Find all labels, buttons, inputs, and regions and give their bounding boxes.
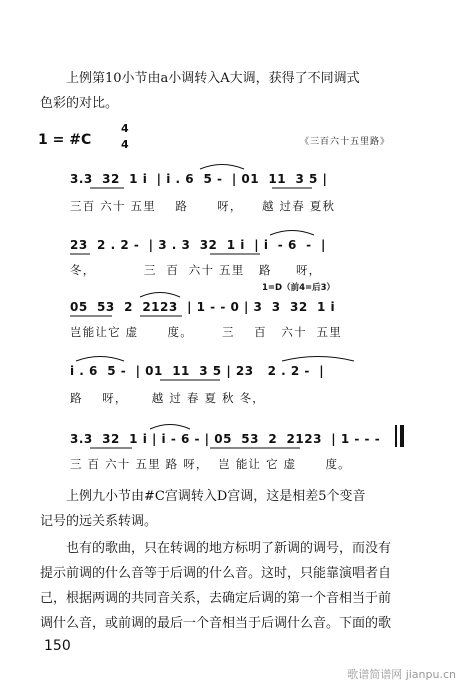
slur-row-3 [140,293,180,298]
page-number: 150 [44,638,71,654]
score-row-4-lyrics: 路 呀， 越 过 春 夏 秋 冬， [70,391,265,405]
slur-row-1 [200,165,244,170]
score-row-1-notes: 3.3 32 1 i | i . 6 5 - | 01 11 3 5 | [70,172,328,186]
paragraph-modulation-line-1: 上例九小节由#C宫调转入D宫调，这是相差5个变音 [66,489,366,504]
paragraph-modulation-line-2: 记号的远关系转调。 [40,514,158,529]
score-row-5-notes: 3.3 32 1 i | i - 6 - | 05 53 2 2123 | 1 - - - [70,432,381,446]
score-row-5-lyrics: 三 百 六十 五里 路 呀， 岂 能让 它 虚 度。 [70,457,351,471]
paragraph-explanation [40,536,445,636]
score-row-2-notes: 23 2 . 2 - | 3 . 3 32 1 i | i - 6 - | [70,238,326,252]
modulation-note: 1=D（前4=后3） [262,283,336,293]
paragraph-intro-line-1: 上例第10小节由a小调转入A大调，获得了不同调式 [66,71,360,86]
paragraph-explanation-line-1: 也有的歌曲，只在转调的地方标明了新调的调号，而没有 [66,541,392,556]
time-signature-numerator: 4 [121,122,129,135]
paragraph-explanation-line-4: 调什么音，或前调的最后一个音相当于后调什么音。下面的歌 [40,616,392,631]
time-signature-denominator: 4 [121,138,129,151]
slur-row-2 [270,231,314,236]
paragraph-explanation-line-3: 己，根据两调的共同音关系，去确定后调的第一个音相当于前 [40,591,392,606]
score-row-2-lyrics: 冬， 三 百 六十 五里 路 呀， [70,263,322,277]
key-signature: 1 = #C [38,132,92,148]
score-row-3-notes: 05 53 2 2123 | 1 - - 0 | 3 3 32 1 i [70,300,336,314]
score-row-3-lyrics: 岂能让它 虚 度。 三 百 六十 五里 [70,325,342,339]
paragraph-intro-line-2: 色彩的对比。 [40,96,119,111]
slur-row-5 [150,425,190,430]
paragraph-explanation-line-2: 提示前调的什么音等于后调的什么音。这时，只能靠演唱者自 [40,566,392,581]
watermark: 歌谱简谱网 jianpu.cn [347,668,456,681]
paragraph-modulation [40,484,445,534]
slur-row-4 [76,357,124,362]
score-row-4-notes: i . 6 5 - | 01 11 3 5 | 23 2 . 2 - | [70,364,325,378]
song-title: 《三百六十五里路》 [300,137,391,147]
slur-row-4b [282,357,354,362]
score-row-1-lyrics: 三百 六十 五里 路 呀， 越 过春 夏秋 [70,199,336,213]
